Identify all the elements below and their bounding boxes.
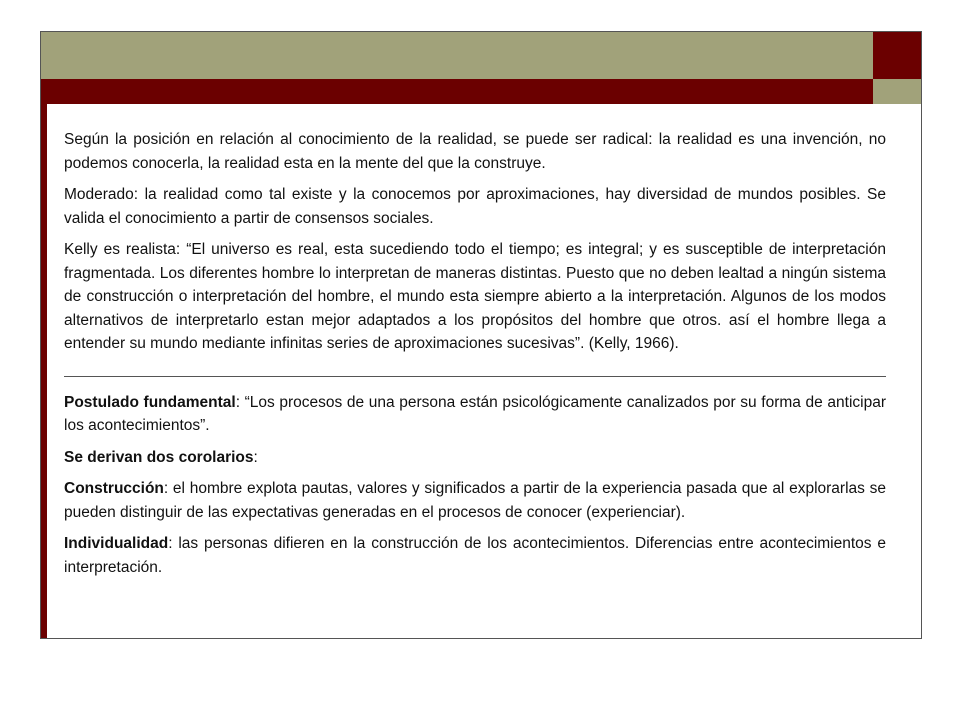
term-label: Construcción [64, 480, 164, 497]
paragraph-text: Según la posición en relación al conocimiento de la realidad, se puede ser radical: la realidad es una invención, no podemos conocerla, la realidad esta en la mente del que la construye. [64, 131, 886, 172]
term-label: Individualidad [64, 535, 169, 552]
corner-square-bottom [873, 79, 921, 104]
paragraph-text: : “Los procesos de una persona están psicológicamente canalizados por su forma de anticipar los acontecimientos”. [64, 393, 886, 434]
header-accent-band [41, 79, 873, 104]
left-accent-bar [41, 104, 47, 638]
divider-line [64, 376, 886, 377]
corner-square-top [873, 32, 921, 79]
slide-body [64, 128, 886, 587]
paragraph-moderado [64, 183, 886, 230]
paragraph-text: : [253, 448, 258, 466]
paragraph-text: Kelly es realista: “El universo es real, esta sucediendo todo el tiempo; es integral; y es susceptible de interpretación fragmentada. Los diferentes hombre lo interpretan de maneras distintas. Puesto que no deben lealtad a ningún sistema de construcción o interpretación del hombre, el mundo esta siempre abierto a la interpretación. Algunos de los modos alternativos de interpretarlo estan mejor adaptados a los propósitos del hombre que otros. así el hombre llega a entender su mundo mediante infinitas series de aproximaciones sucesivas”. (Kelly, 1966). [64, 241, 886, 352]
paragraph-text: Moderado: la realidad como tal existe y la conocemos por aproximaciones, hay diversidad de mundos posibles. Se valida el conocimiento a partir de consensos sociales. [64, 186, 886, 227]
paragraph-radical [64, 128, 886, 175]
paragraph-text: : las personas difieren en la construcción de los acontecimientos. Diferencias entre acontecimientos e interpretación. [64, 535, 886, 576]
term-label: Se derivan dos corolarios [64, 448, 254, 466]
term-label: Postulado fundamental [64, 393, 236, 411]
paragraph-kelly-quote [64, 238, 886, 356]
title-band [41, 32, 873, 79]
paragraph-text: : el hombre explota pautas, valores y significados a partir de la experiencia pasada que al explorarlas se pueden distinguir de las expectativas generadas en el procesos de conocer (experienciar). [64, 480, 886, 521]
paragraph-postulado [64, 391, 886, 438]
paragraph-construccion [64, 477, 886, 524]
paragraph-corolarios [64, 446, 886, 470]
paragraph-individualidad [64, 532, 886, 579]
